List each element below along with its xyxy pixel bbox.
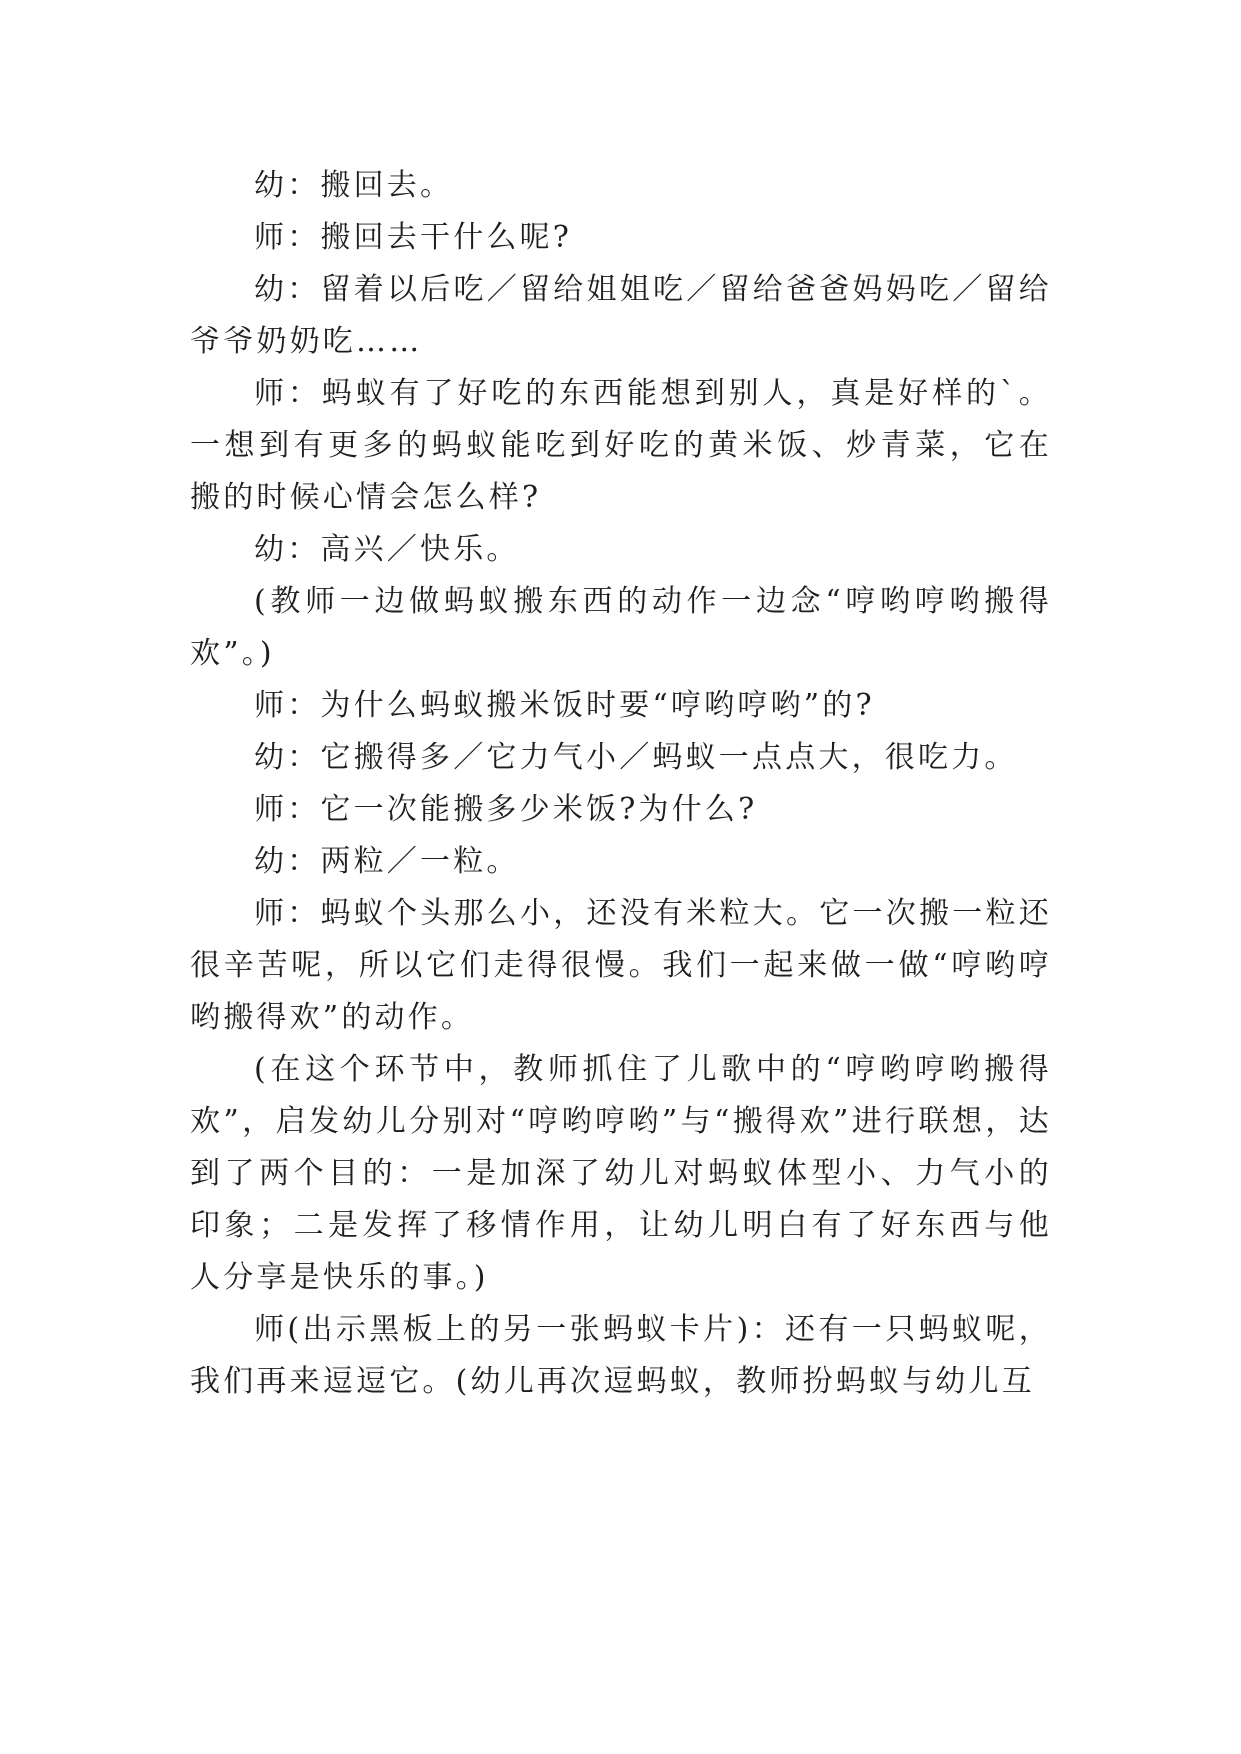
paragraph-teacher-question-why: 师：搬回去干什么呢? <box>254 220 573 255</box>
document-body <box>190 160 1052 1408</box>
paragraph-teacher-explain-small: 师：蚂蚁个头那么小，还没有米粒大。它一次搬一粒还很辛苦呢，所以它们走得很慢。我们一起来做一做“哼哟哼哟搬得欢”的动作。 <box>190 896 1052 1035</box>
paragraph-commentary-note: (在这个环节中，教师抓住了儿歌中的“哼哟哼哟搬得欢”，启发幼儿分别对“哼哟哼哟”与“搬得欢”进行联想，达到了两个目的：一是加深了幼儿对蚂蚁体型小、力气小的印象；二是发挥了移情作用，让幼儿明白有了好东西与他人分享是快乐的事。) <box>190 1052 1052 1295</box>
paragraph-teacher-show-card: 师(出示黑板上的另一张蚂蚁卡片)：还有一只蚂蚁呢，我们再来逗逗它。(幼儿再次逗蚂蚁，教师扮蚂蚁与幼儿互 <box>190 1312 1052 1399</box>
paragraph-teacher-question-how-much: 师：它一次能搬多少米饭?为什么? <box>254 792 758 827</box>
paragraph-child-reply-grains: 幼：两粒／一粒。 <box>254 844 520 879</box>
paragraph-child-reply-carry-back: 幼：搬回去。 <box>254 168 454 203</box>
paragraph-child-reply-strength: 幼：它搬得多／它力气小／蚂蚁一点点大，很吃力。 <box>254 740 1018 775</box>
paragraph-teacher-praise-and-question: 师：蚂蚁有了好吃的东西能想到别人，真是好样的`。一想到有更多的蚂蚁能吃到好吃的黄米饭、炒青菜，它在搬的时候心情会怎么样? <box>190 376 1052 515</box>
paragraph-teacher-action-note: (教师一边做蚂蚁搬东西的动作一边念“哼哟哼哟搬得欢”。) <box>190 584 1052 671</box>
paragraph-teacher-question-heave: 师：为什么蚂蚁搬米饭时要“哼哟哼哟”的? <box>254 688 875 723</box>
paragraph-child-reply-happy: 幼：高兴／快乐。 <box>254 532 520 567</box>
paragraph-child-reply-save-for-later: 幼：留着以后吃／留给姐姐吃／留给爸爸妈妈吃／留给爷爷奶奶吃…… <box>190 272 1052 359</box>
